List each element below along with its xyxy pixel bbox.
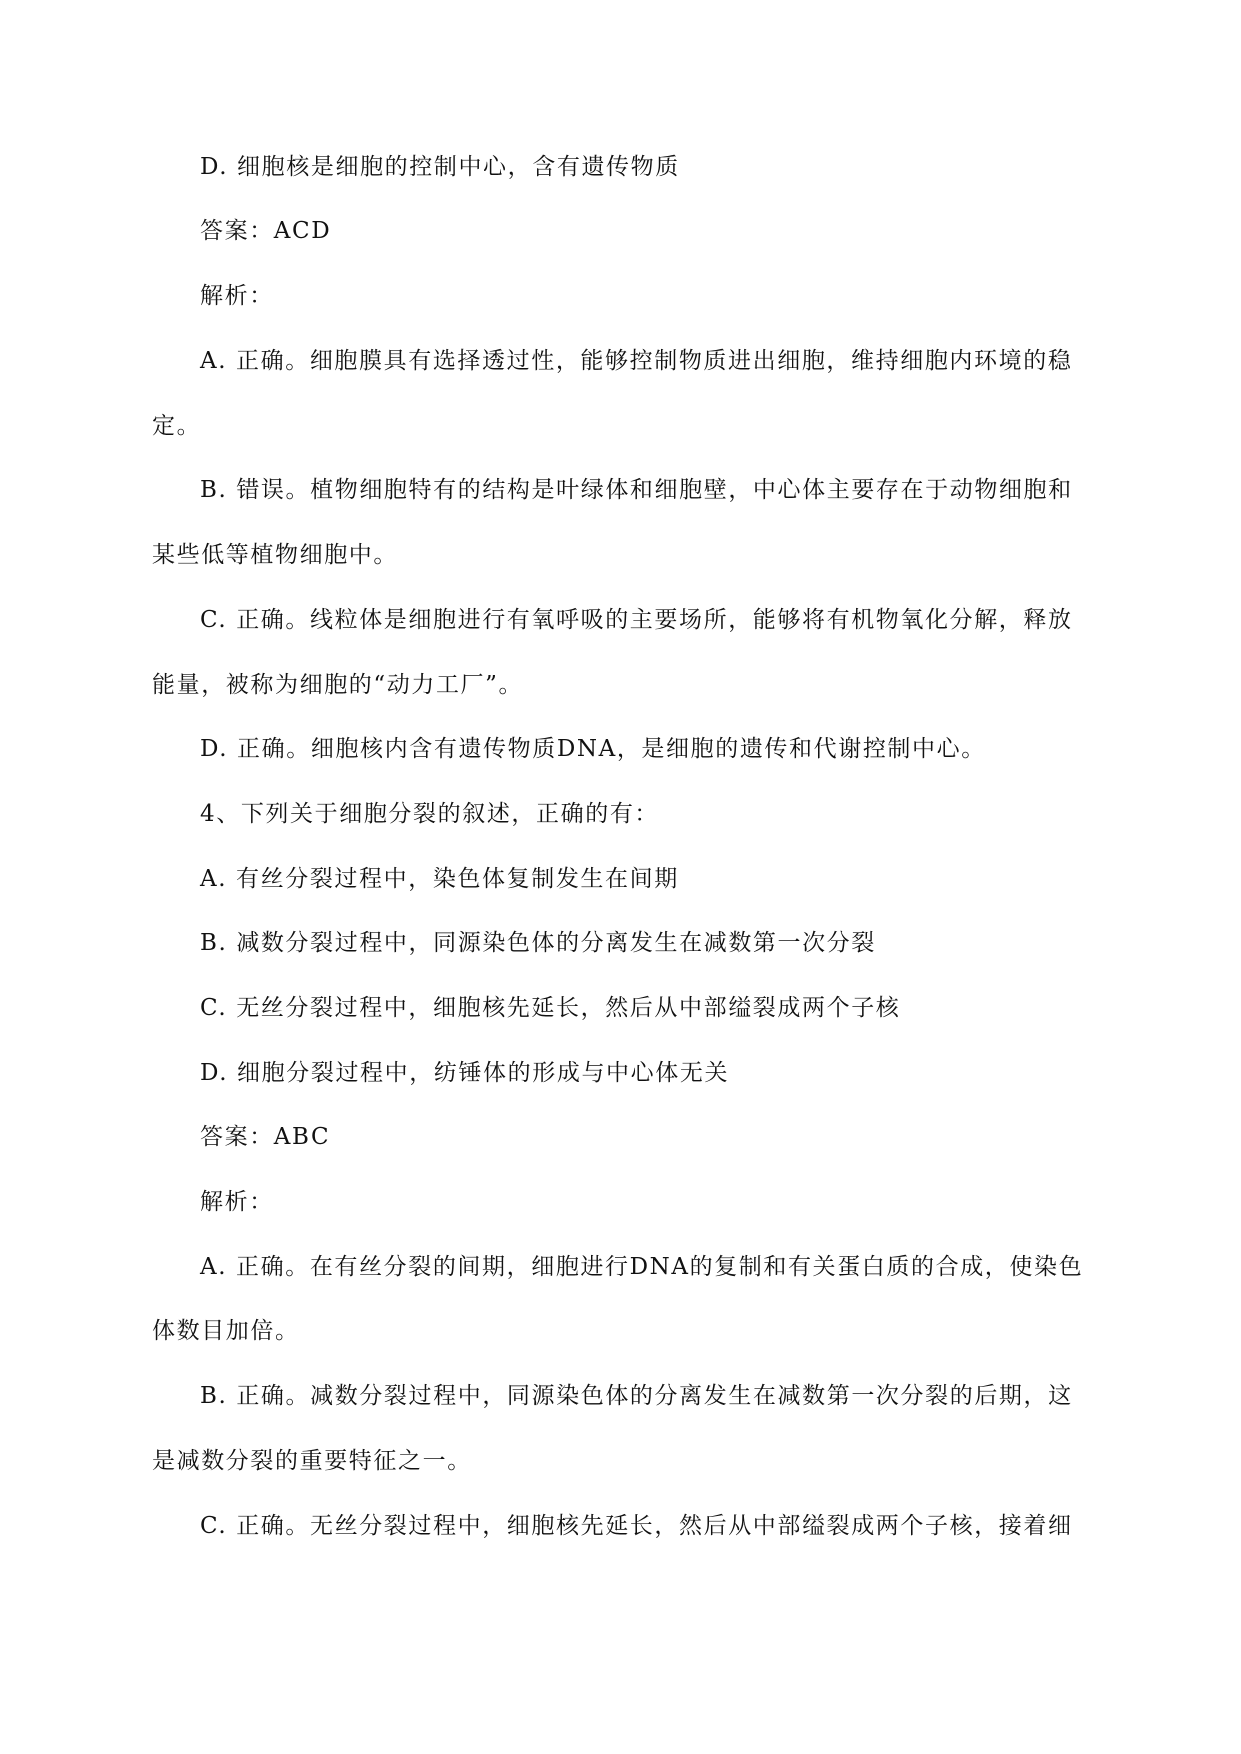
explanation-c-line-1: C. 正确。线粒体是细胞进行有氧呼吸的主要场所，能够将有机物氧化分解，释放 [200,607,1073,633]
question-4-explanation-b-line-2: 是减数分裂的重要特征之一。 [152,1448,472,1474]
question-4-answer: 答案：ABC [200,1124,331,1150]
explanation-a-line-1: A. 正确。细胞膜具有选择透过性，能够控制物质进出细胞，维持细胞内环境的稳 [200,348,1073,374]
question-4-option-a: A. 有丝分裂过程中，染色体复制发生在间期 [200,866,679,892]
question-4-explanation-c-line-1: C. 正确。无丝分裂过程中，细胞核先延长，然后从中部缢裂成两个子核，接着细 [200,1513,1073,1539]
question-4-explanation-a-line-2: 体数目加倍。 [152,1318,300,1344]
explanation-a-line-2: 定。 [152,413,202,439]
explanation-b-line-2: 某些低等植物细胞中。 [152,542,398,568]
question-4-option-b: B. 减数分裂过程中，同源染色体的分离发生在减数第一次分裂 [200,930,876,956]
analysis-heading: 解析： [200,283,274,309]
explanation-c-line-2: 能量，被称为细胞的“动力工厂”。 [152,672,524,698]
explanation-d-line: D. 正确。细胞核内含有遗传物质DNA，是细胞的遗传和代谢控制中心。 [200,736,986,762]
question-4-analysis-heading: 解析： [200,1189,274,1215]
question-4-option-d: D. 细胞分裂过程中，纺锤体的形成与中心体无关 [200,1060,730,1086]
question-4-explanation-a-line-1: A. 正确。在有丝分裂的间期，细胞进行DNA的复制和有关蛋白质的合成，使染色 [200,1254,1084,1280]
question-4-stem: 4、下列关于细胞分裂的叙述，正确的有： [200,801,660,827]
question-4-option-c: C. 无丝分裂过程中，细胞核先延长，然后从中部缢裂成两个子核 [200,995,901,1021]
answer-line: 答案：ACD [200,218,332,244]
question-4-explanation-b-line-1: B. 正确。减数分裂过程中，同源染色体的分离发生在减数第一次分裂的后期，这 [200,1383,1073,1409]
explanation-b-line-1: B. 错误。植物细胞特有的结构是叶绿体和细胞壁，中心体主要存在于动物细胞和 [200,477,1073,503]
option-d-line: D. 细胞核是细胞的控制中心，含有遗传物质 [200,154,680,180]
